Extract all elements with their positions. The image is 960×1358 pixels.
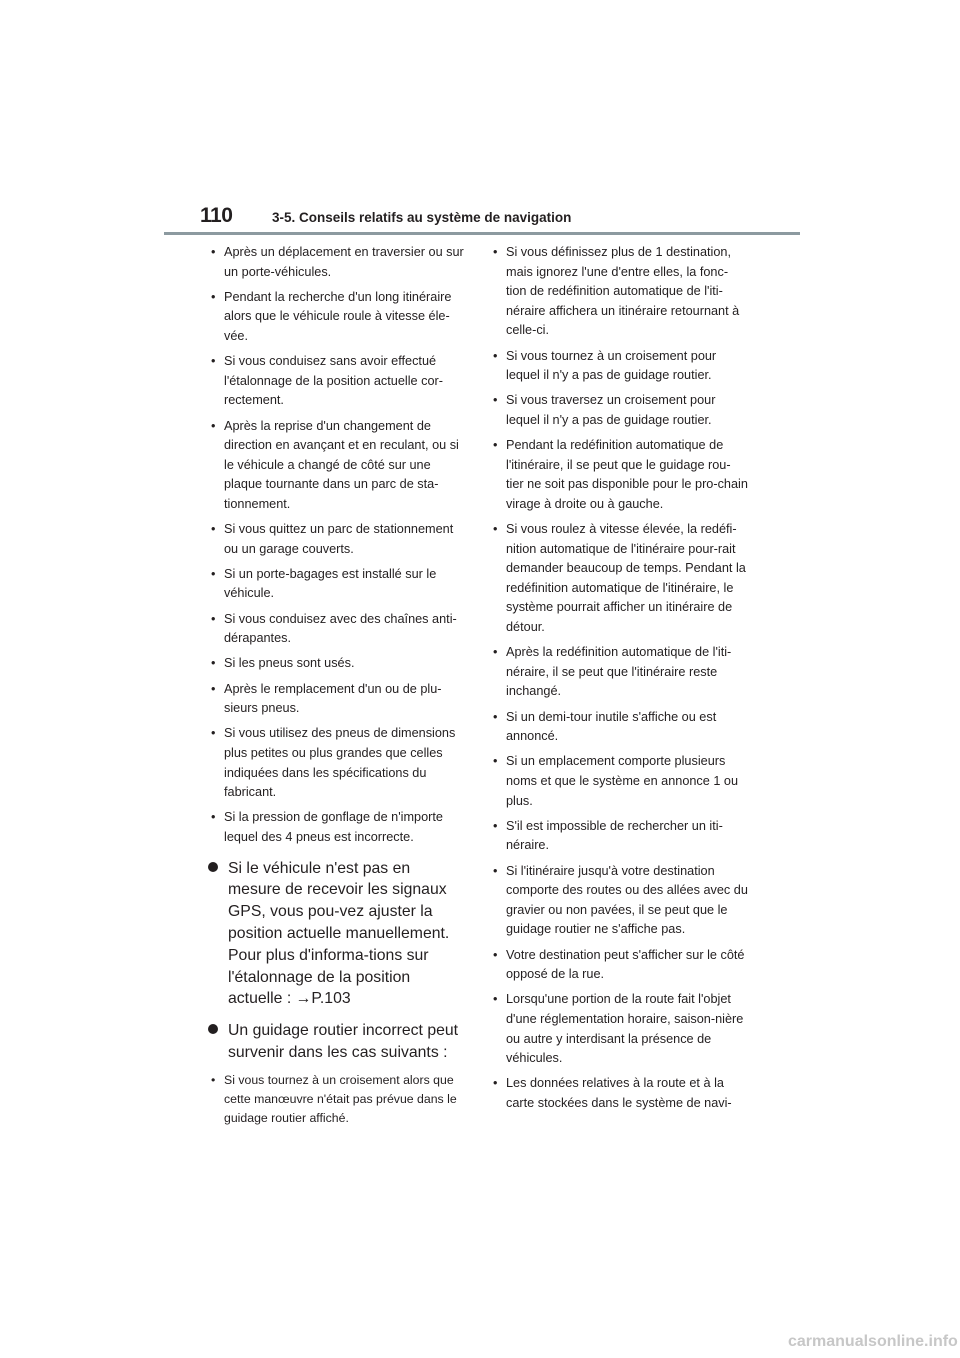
list-item: • Si un demi-tour inutile s'affiche ou est annoncé. — [493, 709, 717, 744]
bullet-icon: • — [211, 1072, 216, 1087]
bullet-icon: • — [493, 709, 498, 724]
right-column — [490, 243, 748, 1119]
list-item: • Après un déplacement en traversier ou sur un porte-véhicules. — [211, 245, 464, 279]
disc-bullet-icon — [208, 1024, 218, 1034]
bullet-icon: • — [493, 522, 498, 537]
list-item: • Pendant la recherche d'un long itinéraire alors que le véhicule roule à vitesse éle-vée. — [211, 289, 452, 343]
list-item: • Si vous conduisez sans avoir effectué l'étalonnage de la position actuelle cor-rectement. — [211, 354, 443, 408]
list-item: • Lorsqu'une portion de la route fait l'objet d'une réglementation horaire, saison-nière ou autre y interdisant la présence de véhicules. — [493, 992, 744, 1066]
right-bullet-list — [490, 243, 748, 1113]
bullet-icon: • — [493, 348, 498, 363]
bullet-icon: • — [493, 245, 498, 259]
bullet-icon: • — [211, 656, 216, 671]
bullet-icon: • — [211, 810, 216, 825]
bullet-icon: • — [211, 566, 216, 581]
bullet-icon: • — [493, 754, 498, 769]
list-item: • Si vous traversez un croisement pour lequel il n'y a pas de guidage routier. — [493, 393, 716, 427]
page-number: 110 — [200, 204, 233, 227]
bullet-icon: • — [493, 645, 498, 660]
list-item: • Si vous quittez un parc de stationnement ou un garage couverts. — [211, 522, 454, 556]
left-guidance-list — [208, 1071, 466, 1129]
bullet-icon: • — [211, 681, 216, 696]
list-item: • Pendant la redéfinition automatique de l'itinéraire, il se peut que le guidage rou-tier ne soit pas disponible pour le pro-chain virage à droite ou à gauche. — [493, 438, 748, 511]
section-title: 3-5. Conseils relatifs au système de navigation — [272, 210, 572, 225]
list-item: • Si vous tournez à un croisement pour lequel il n'y a pas de guidage routier. — [493, 348, 717, 383]
list-item: • Si les pneus sont usés. — [208, 654, 466, 674]
bullet-icon: • — [493, 818, 498, 833]
bullet-icon: • — [493, 1076, 498, 1091]
header-rule — [164, 232, 800, 235]
bullet-icon: • — [211, 354, 216, 369]
bullet-icon: • — [493, 992, 498, 1007]
bullet-icon: • — [211, 289, 216, 304]
bullet-icon: • — [211, 726, 216, 741]
list-item: • Les données relatives à la route et à la carte stockées dans le système de navi- — [493, 1076, 732, 1110]
left-column — [208, 243, 466, 1134]
list-item: • Si un emplacement comporte plusieurs noms et que le système en annonce 1 ou plus. — [493, 754, 739, 808]
list-item: • Après le remplacement d'un ou de plu-sieurs pneus. — [211, 681, 442, 716]
bullet-icon: • — [211, 418, 216, 433]
list-item: • Votre destination peut s'afficher sur le côté opposé de la rue. — [493, 947, 745, 982]
bullet-icon: • — [211, 611, 216, 626]
bullet-icon: • — [493, 393, 498, 408]
list-item: • Si un porte-bagages est installé sur le véhicule. — [211, 566, 437, 601]
list-item: • Si vous conduisez avec des chaînes anti-dérapantes. — [211, 611, 457, 646]
bullet-icon: • — [493, 947, 498, 962]
bullet-icon: • — [493, 863, 498, 878]
list-item: • S'il est impossible de rechercher un iti-néraire. — [493, 818, 723, 853]
list-item: • Si vous tournez à un croisement alors que cette manœuvre n'était pas prévue dans le guidage routier affiché. — [211, 1072, 457, 1126]
guidance-heading: Un guidage routier incorrect peut survenir dans les cas suivants : — [208, 1020, 466, 1064]
left-bullet-list — [208, 243, 466, 848]
list-item: • Après la reprise d'un changement de direction en avançant et en reculant, ou si le véhicule a changé de côté sur une plaque tournante dans un parc de sta-tionnement. — [211, 418, 459, 511]
list-item: • Si la pression de gonflage de n'importe lequel des 4 pneus est incorrecte. — [211, 810, 443, 844]
bullet-icon: • — [493, 438, 498, 453]
list-item: • Après la redéfinition automatique de l'iti-néraire, il se peut que l'itinéraire reste inchangé. — [493, 645, 732, 699]
bullet-icon: • — [211, 245, 216, 259]
site-watermark: carmanualsonline.info — [788, 1333, 958, 1350]
list-item: • Si vous utilisez des pneus de dimensions plus petites ou plus grandes que celles indiquées dans les spécifications du fabricant. — [211, 726, 456, 800]
gps-heading: Si le véhicule n'est pas en mesure de recevoir les signaux GPS, vous pou-vez ajuster la position actuelle manuellement. Pour plus d'informa-tions sur l'étalonnage de la position actuelle : →P.103 — [208, 858, 466, 1011]
list-item: • Si l'itinéraire jusqu'à votre destination comporte des routes ou des allées avec du gravier ou non pavées, il se peut que le guidage routier ne s'affiche pas. — [493, 863, 748, 937]
list-item: • Si vous roulez à vitesse élevée, la redéfi-nition automatique de l'itinéraire pour-rait demander beaucoup de temps. Pendant la redéfinition automatique de l'itinéraire, le système pourrait afficher un itinéraire de détour. — [493, 522, 746, 635]
bullet-icon: • — [211, 522, 216, 537]
disc-bullet-icon — [208, 862, 218, 872]
list-item: • Si vous définissez plus de 1 destination, mais ignorez l'une d'entre elles, la fonc-tion de redéfinition automatique de l'iti-néraire affichera un itinéraire retournant à celle-ci. — [493, 245, 740, 338]
